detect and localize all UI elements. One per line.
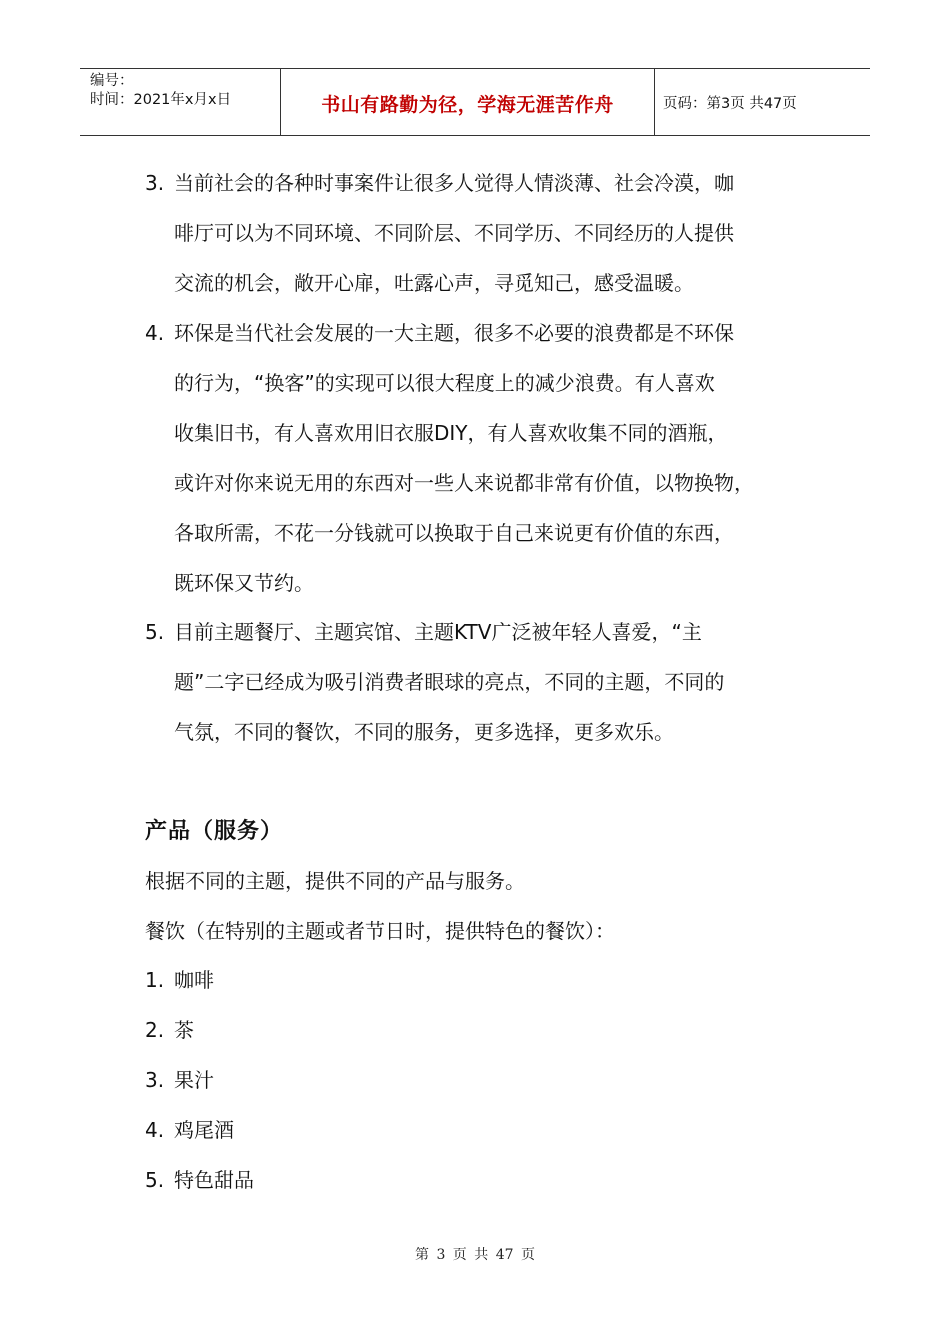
text-line: 既环保又节约。 xyxy=(174,571,314,595)
food-list-item xyxy=(145,1155,835,1205)
list-item-text xyxy=(174,607,835,757)
header-motto: 书山有路勤为径，学海无涯苦作舟 xyxy=(321,93,614,116)
food-list-item xyxy=(145,1055,835,1105)
text-line: 目前主题餐厅、主题宾馆、主题KTV广泛被年轻人喜爱，“主 xyxy=(174,620,702,644)
header-page-info: 页码：第3页 共47页 xyxy=(663,95,797,112)
section-heading: 产品（服务） xyxy=(145,819,284,844)
food-list-item xyxy=(145,1005,835,1055)
text-line: 当前社会的各种时事案件让很多人觉得人情淡薄、社会冷漠，咖 xyxy=(174,171,734,195)
header-page-cell xyxy=(655,69,870,135)
list-item-number: 5. xyxy=(145,620,165,644)
food-item-label: 鸡尾酒 xyxy=(174,1118,234,1142)
list-item-number: 4. xyxy=(145,321,165,345)
list-item xyxy=(145,607,835,757)
list-item-number: 3. xyxy=(145,1068,165,1092)
food-item-label: 果汁 xyxy=(174,1068,214,1092)
food-item-label: 特色甜品 xyxy=(174,1168,254,1192)
page-footer: 第 3 页 共 47 页 xyxy=(415,1247,535,1263)
list-item-text xyxy=(174,308,835,608)
list-item xyxy=(145,158,835,308)
food-list-item xyxy=(145,1105,835,1155)
header-meta-cell xyxy=(80,69,281,135)
list-item-number: 3. xyxy=(145,171,165,195)
list-item-text xyxy=(174,158,835,308)
text-line: 题”二字已经成为吸引消费者眼球的亮点，不同的主题，不同的 xyxy=(174,670,725,694)
text-line: 或许对你来说无用的东西对一些人来说都非常有价值，以物换物， xyxy=(174,471,754,495)
text-line: 气氛，不同的餐饮，不同的服务，更多选择，更多欢乐。 xyxy=(174,720,674,744)
text-line: 交流的机会，敞开心扉，吐露心声，寻觅知己，感受温暖。 xyxy=(174,271,694,295)
doc-time-label: 时间：2021年x月x日 xyxy=(90,92,232,108)
page-header xyxy=(80,68,870,136)
text-line: 收集旧书，有人喜欢用旧衣服DIY，有人喜欢收集不同的酒瓶， xyxy=(174,421,728,445)
list-item-number: 2. xyxy=(145,1018,165,1042)
food-item-label: 咖啡 xyxy=(174,968,214,992)
header-motto-cell xyxy=(281,69,655,135)
doc-id-label: 编号： xyxy=(90,73,134,89)
section-intro: 根据不同的主题，提供不同的产品与服务。 xyxy=(145,869,525,893)
text-line: 的行为，“换客”的实现可以很大程度上的减少浪费。有人喜欢 xyxy=(174,371,715,395)
list-item xyxy=(145,308,835,608)
list-item-number: 1. xyxy=(145,968,165,992)
text-line: 环保是当代社会发展的一大主题，很多不必要的浪费都是不环保 xyxy=(174,321,734,345)
list-item-number: 4. xyxy=(145,1118,165,1142)
food-item-label: 茶 xyxy=(174,1018,194,1042)
text-line: 各取所需，不花一分钱就可以换取于自己来说更有价值的东西， xyxy=(174,521,734,545)
food-intro: 餐饮（在特别的主题或者节日时，提供特色的餐饮）： xyxy=(145,919,615,943)
text-line: 啡厅可以为不同环境、不同阶层、不同学历、不同经历的人提供 xyxy=(174,221,734,245)
list-item-number: 5. xyxy=(145,1168,165,1192)
food-list-item xyxy=(145,955,835,1005)
